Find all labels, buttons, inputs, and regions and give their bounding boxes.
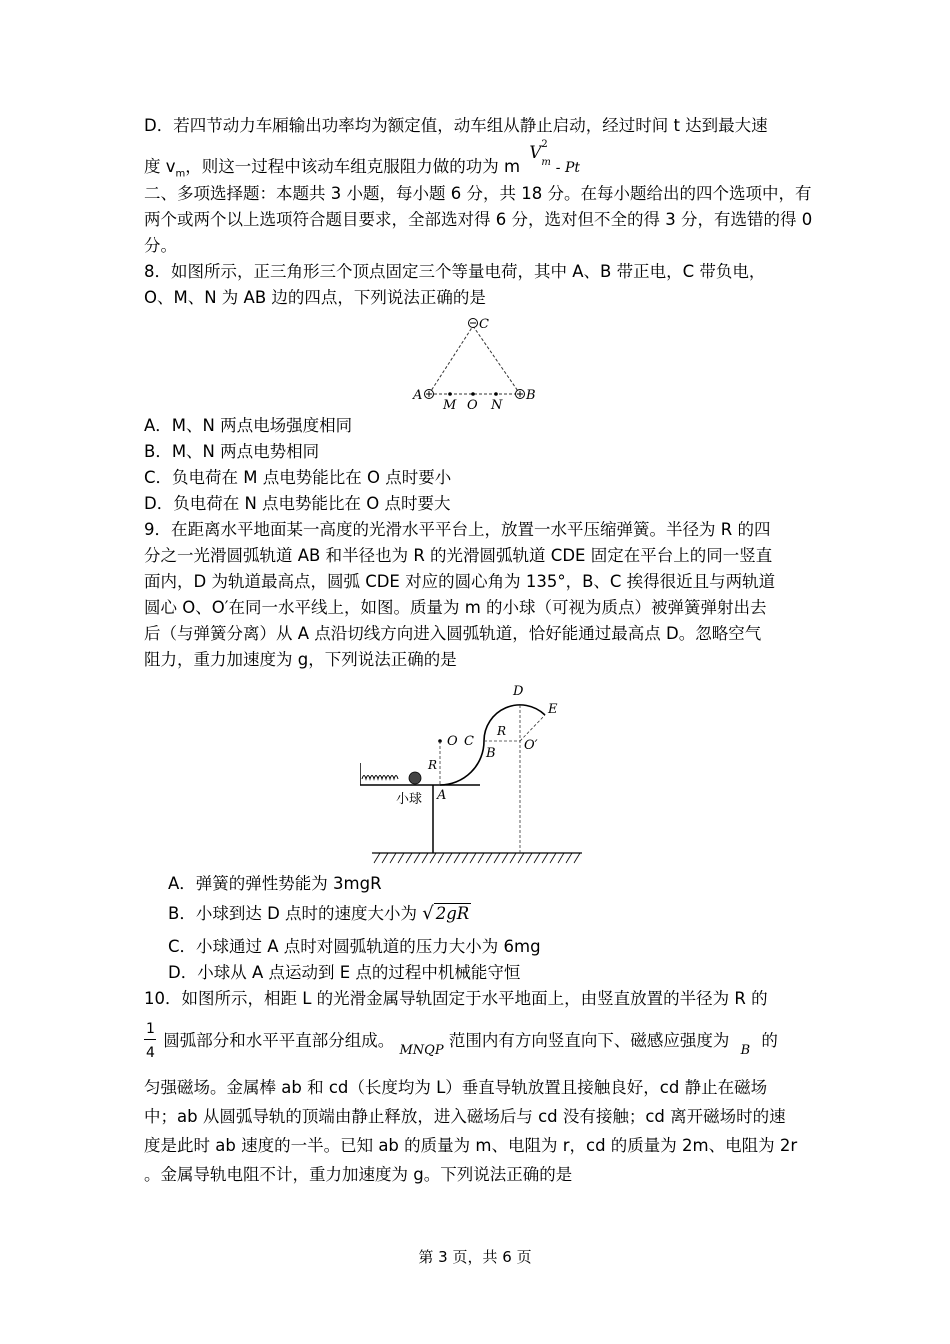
q9-track-figure — [360, 675, 590, 870]
section2-line1: 二、多项选择题：本题共 3 小题，每小题 6 分，共 18 分。在每小题给出的四个选项中，有 — [144, 184, 812, 203]
q9-option-b — [168, 901, 471, 927]
charge-a-icon — [425, 390, 434, 399]
q10-line2-bsym: B — [740, 1043, 751, 1058]
q10-line4: 中；ab 从圆弧导轨的顶端由静止释放，进入磁场后与 cd 没有接触；cd 离开磁场时的速 — [144, 1107, 786, 1126]
label-a: A — [437, 788, 447, 803]
label-b: B — [486, 746, 496, 761]
q10-line2-b: 范围内有方向竖直向下、磁感应强度为 — [448, 1031, 730, 1050]
q9-option-b-radicand: 2gR — [435, 904, 470, 923]
charge-c-icon — [469, 319, 478, 328]
q8-stem-line2: O、M、N 为 AB 边的四点，下列说法正确的是 — [144, 288, 486, 307]
q9-stem-line6: 阻力，重力加速度为 g，下列说法正确的是 — [144, 650, 457, 669]
arc-cde — [484, 705, 545, 741]
charge-b-icon — [516, 390, 525, 399]
label-b: B — [526, 388, 536, 403]
label-r2: R — [497, 724, 507, 738]
q7-text-c: - Pt — [551, 160, 581, 176]
q10-line2-c: 的 — [761, 1031, 778, 1050]
q7-formula-v: V — [529, 143, 542, 162]
q9-option-c: C．小球通过 A 点时对圆弧轨道的压力大小为 6mg — [168, 937, 541, 956]
q8-triangle-figure — [400, 312, 550, 412]
label-ball: 小球 — [396, 792, 423, 807]
q10-line1: 10．如图所示，相距 L 的光滑金属导轨固定于水平地面上，由竖直放置的半径为 R 的 — [144, 989, 768, 1008]
q8-option-d: D．负电荷在 N 点电势能比在 O 点时要大 — [144, 494, 451, 513]
q8-option-b: B．M、N 两点电势相同 — [144, 442, 320, 461]
q8-option-a: A．M、N 两点电场强度相同 — [144, 416, 353, 435]
q10-line2-mnqp: MNQP — [399, 1043, 444, 1058]
q9-stem-line5: 后（与弹簧分离）从 A 点沿切线方向进入圆弧轨道，恰好能通过最高点 D。忽略空气 — [144, 624, 762, 643]
q8-triangle-edges — [429, 326, 520, 394]
spring-icon — [362, 776, 398, 780]
ball-icon — [409, 772, 421, 784]
label-o-prime: O′ — [524, 738, 538, 753]
label-o: O — [467, 398, 478, 412]
q7-sub-m: m — [175, 168, 186, 180]
q9-stem-line2: 分之一光滑圆弧轨道 AB 和半径也为 R 的光滑圆弧轨道 CDE 固定在平台上的同一竖直 — [144, 546, 773, 565]
point-n-dot — [494, 392, 498, 396]
q7-formula-sub: m — [541, 157, 551, 168]
q7-option-d-line1: D．若四节动力车厢输出功率均为额定值，动车组从静止启动，经过时间 t 达到最大速 — [144, 116, 768, 135]
label-n: N — [491, 398, 503, 412]
point-m-dot — [448, 392, 452, 396]
q10-fraction-den: 4 — [146, 1044, 155, 1061]
q7-text-a: 度 v — [144, 157, 176, 176]
q8-stem-line1: 8．如图所示，正三角形三个顶点固定三个等量电荷，其中 A、B 带正电，C 带负电， — [144, 262, 766, 281]
label-m: M — [443, 398, 457, 412]
label-e: E — [548, 702, 558, 717]
q10-line3: 匀强磁场。金属棒 ab 和 cd（长度均为 L）垂直导轨放置且接触良好，cd 静止在磁场 — [144, 1078, 768, 1097]
q10-line2 — [144, 1020, 778, 1061]
q9-stem-line3: 面内，D 为轨道最高点，圆弧 CDE 对应的圆心角为 135°，B、C 挨得很近且与两轨道 — [144, 572, 776, 591]
q8-option-c: C．负电荷在 M 点电势能比在 O 点时要小 — [144, 468, 452, 487]
q10-line5: 度是此时 ab 速度的一半。已知 ab 的质量为 m、电阻为 r，cd 的质量为 2m、电阻为 2r — [144, 1136, 798, 1155]
q9-stem-line4: 圆心 O、O′在同一水平线上，如图。质量为 m 的小球（可视为质点）被弹簧弹射出去 — [144, 598, 767, 617]
label-a: A — [413, 388, 423, 403]
page-footer: 第 3 页，共 6 页 — [418, 1248, 532, 1266]
q10-line2-a: 圆弧部分和水平平直部分组成。 — [163, 1031, 395, 1050]
label-d: D — [513, 684, 524, 699]
q9-stem-line1: 9．在距离水平地面某一高度的光滑水平平台上，放置一水平压缩弹簧。半径为 R 的四 — [144, 520, 771, 539]
label-c: C — [464, 734, 474, 749]
q7-formula-sup: 2 — [541, 139, 548, 150]
label-r1: R — [428, 758, 438, 772]
sqrt-icon: √ — [422, 903, 434, 924]
q9-option-b-text: B．小球到达 D 点时的速度大小为 — [168, 904, 423, 923]
section2-line2: 两个或两个以上选项符合题目要求，全部选对得 6 分，选对但不全的得 3 分，有选错的得 0 — [144, 210, 813, 229]
q7-formula — [525, 139, 551, 172]
q9-option-a: A．弹簧的弹性势能为 3mgR — [168, 874, 382, 893]
q9-option-d: D．小球从 A 点运动到 E 点的过程中机械能守恒 — [168, 963, 521, 982]
section2-line3: 分。 — [144, 236, 177, 255]
q10-fraction-num: 1 — [146, 1020, 155, 1037]
q10-fraction — [144, 1020, 158, 1061]
label-c: C — [479, 317, 489, 332]
q7-text-b: ，则这一过程中该动车组克服阻力做的功为 m — [185, 157, 521, 176]
label-o: O — [447, 734, 458, 749]
point-o-dot — [471, 392, 475, 396]
q10-line6: 。金属导轨电阻不计，重力加速度为 g。下列说法正确的是 — [144, 1165, 573, 1184]
ground-hatch — [374, 853, 580, 863]
